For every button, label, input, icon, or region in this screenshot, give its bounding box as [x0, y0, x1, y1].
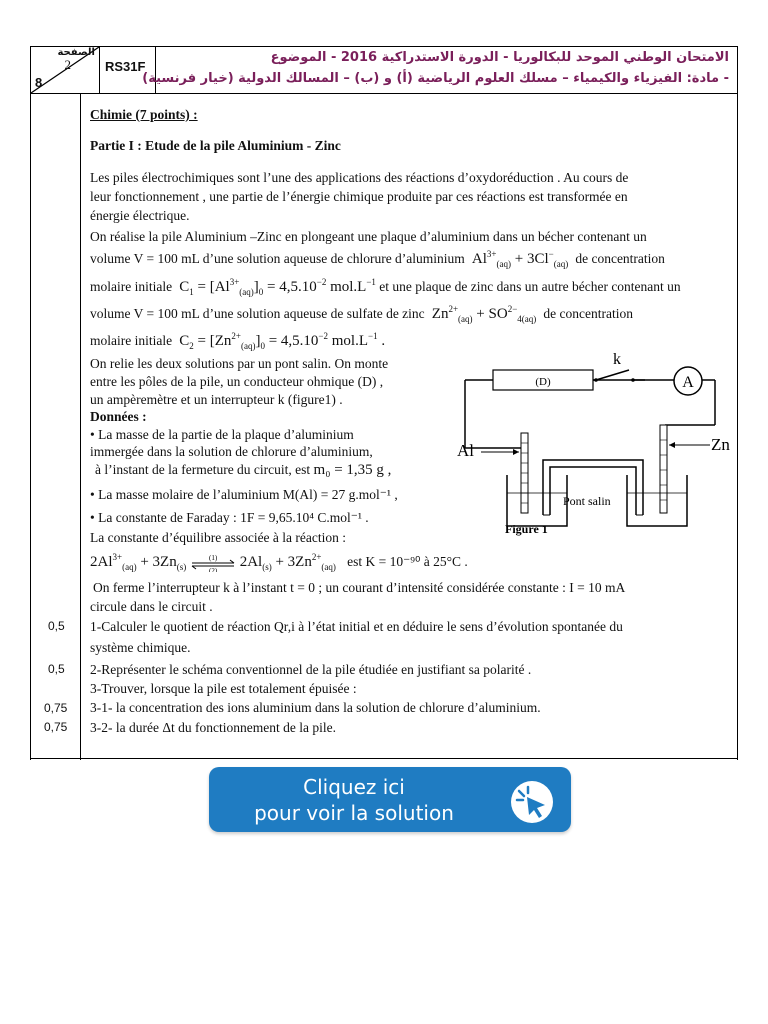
intro-line1: Les piles électrochimiques sont l’une des applications des réactions d’oxydoréduction . Au cours de: [90, 170, 629, 185]
intro-line7-end: de concentration: [543, 306, 633, 321]
margin-divider: [80, 94, 81, 760]
reaction-equation: $2Al^{3+}_{(aq)} + 3Zn_{(s)}$ (1) (2) $2Al_{(s)} + 3Zn^{2+}_{(aq)}$ est K = 10⁻⁹⁰ à 25°C .: [90, 552, 468, 572]
subject-code: RS31F: [105, 59, 146, 74]
circuit-figure: [455, 350, 735, 550]
figure-caption: Figure 1: [505, 522, 548, 536]
intro-line6-text: molaire initiale: [90, 279, 173, 294]
intro-line8-text: molaire initiale: [90, 333, 173, 348]
zn-label: Zn: [711, 435, 730, 454]
donnee-1-line1: • La masse de la partie de la plaque d’aluminium: [90, 427, 354, 442]
beaker-left: [507, 475, 567, 526]
current-line1: On ferme l’interrupteur k à l’instant t = 0 ; un courant d’intensité considérée constante : I = 10 mA: [93, 580, 626, 595]
intro-line2: leur fonctionnement , une partie de l’énergie chimique produite par ces réactions est transformée en: [90, 189, 628, 204]
exam-header: [30, 46, 738, 94]
section-title: Chimie (7 points) :: [90, 107, 198, 122]
switch-label: k: [613, 351, 621, 368]
question-points: 0,5: [48, 619, 65, 633]
question-1-cont: système chimique.: [90, 640, 191, 655]
donnee-4: La constante d’équilibre associée à la réaction :: [90, 530, 347, 545]
circuit-line1: On relie les deux solutions par un pont salin. On monte: [90, 356, 389, 371]
donnee-3-text: La constante de Faraday : 1F = 9,65.10⁴ C.mol⁻¹ .: [98, 510, 369, 525]
page-total: 8: [35, 75, 43, 90]
part-title: Partie I : Etude de la pile Aluminium - Zinc: [90, 138, 341, 153]
donnee-2: • La masse molaire de l’aluminium M(Al) = 27 g.mol⁻¹ ,: [90, 487, 398, 502]
intro-line5-end: de concentration: [575, 251, 665, 266]
mass-value: m₀ = 1,35 g ,: [313, 462, 392, 478]
intro-line7-text: volume V = 100 mL d’une solution aqueuse de sulfate de zinc: [90, 306, 425, 321]
c2-formula: $C_2 = [Zn^{2+}_{(aq)}]_0 = 4,5.10^{-2}$ $mol.L^{-1}$ .: [175, 331, 386, 351]
equilibrium-arrows-icon: [190, 554, 236, 572]
intro-line5: [90, 249, 665, 269]
question-points: 0,75: [44, 701, 68, 715]
donnee-2-text: La masse molaire de l’aluminium M(Al) = 27 g.mol⁻¹ ,: [98, 487, 398, 502]
question-3-2: 3-2- la durée Δt du fonctionnement de la pile.: [90, 720, 336, 735]
button-line1: Cliquez ici: [303, 775, 405, 799]
resistor-label: (D): [535, 376, 551, 388]
circuit-line3: un ampèremètre et un interrupteur k (figure1) .: [90, 392, 343, 407]
question-points: 0,5: [48, 662, 65, 676]
intro-line8: [90, 331, 385, 351]
intro-line3: énergie électrique.: [90, 208, 190, 223]
intro-line6-end: et une plaque de zinc dans un autre bécher contenant un: [379, 279, 681, 294]
donnee-1-line3: [95, 462, 391, 479]
question-3: 3-Trouver, lorsque la pile est totalement épuisée :: [90, 681, 357, 696]
salt-bridge-label: Pont salin: [563, 494, 611, 508]
intro-line5-text: volume V = 100 mL d’une solution aqueuse de chlorure d’aluminium: [90, 251, 465, 266]
header-title-line2: - مادة: الفيزياء والكيمياء – مسلك العلوم الرياضية (أ) و (ب) – المسالك الدولية (خيار فرنسية): [142, 71, 729, 86]
page-label: الصفحة: [57, 47, 95, 58]
switch-k: [596, 370, 629, 380]
svg-text:(1): (1): [208, 553, 218, 562]
svg-text:(2): (2): [208, 566, 218, 572]
subject-code-cell: [99, 47, 156, 93]
donnee-1-text: La masse de la partie de la plaque d’aluminium: [98, 427, 354, 442]
question-points: 0,75: [44, 720, 68, 734]
intro-line7: [90, 304, 633, 324]
donnees-title: Données :: [90, 409, 147, 424]
question-1: 1-Calculer le quotient de réaction Qr,i à l’état initial et en déduire le sens d’évolution spontanée du: [90, 619, 623, 634]
donnee-1-text3: à l’instant de la fermeture du circuit, est: [95, 462, 311, 477]
intro-line6: [90, 277, 681, 297]
button-line2: pour voir la solution: [254, 801, 454, 825]
question-2: 2-Représenter le schéma conventionnel de la pile étudiée en justifiant sa polarité .: [90, 662, 532, 677]
view-solution-button[interactable]: [209, 767, 571, 832]
ammeter-label: A: [682, 374, 694, 391]
current-line2: circule dans le circuit .: [90, 599, 213, 614]
donnee-1-line2: immergée dans la solution de chlorure d’aluminium,: [90, 444, 373, 459]
page-cell: [31, 47, 100, 93]
aluminium-chloride-formula: $Al^{3+}_{(aq)} + 3Cl^-_{(aq)}$: [468, 249, 569, 269]
intro-line4: On réalise la pile Aluminium –Zinc en plongeant une plaque d’aluminium dans un bécher contenant un: [90, 229, 647, 244]
circuit-line2: entre les pôles de la pile, un conducteur ohmique (D) ,: [90, 374, 384, 389]
page-bottom-rule: [30, 758, 738, 759]
equilibrium-constant: est K = 10⁻⁹⁰ à 25°C .: [347, 554, 468, 569]
donnee-3: • La constante de Faraday : 1F = 9,65.10⁴ C.mol⁻¹ .: [90, 510, 369, 525]
zinc-sulfate-formula: $Zn^{2+}_{(aq)} + SO^{2-}_{4(aq)}$: [428, 304, 537, 324]
al-label: Al: [457, 441, 474, 460]
header-title-line1: الامتحان الوطني الموحد للبكالوريا - الدورة الاستدراكية 2016 - الموضوع: [270, 50, 729, 65]
page-number: 2: [64, 57, 71, 72]
click-cursor-icon: [511, 781, 553, 823]
question-3-1: 3-1- la concentration des ions aluminium dans la solution de chlorure d’aluminium.: [90, 700, 541, 715]
c1-formula: $C_1 = [Al^{3+}_{(aq)}]_0 = 4,5.10^{-2}$ $mol.L^{-1}$: [175, 277, 376, 297]
